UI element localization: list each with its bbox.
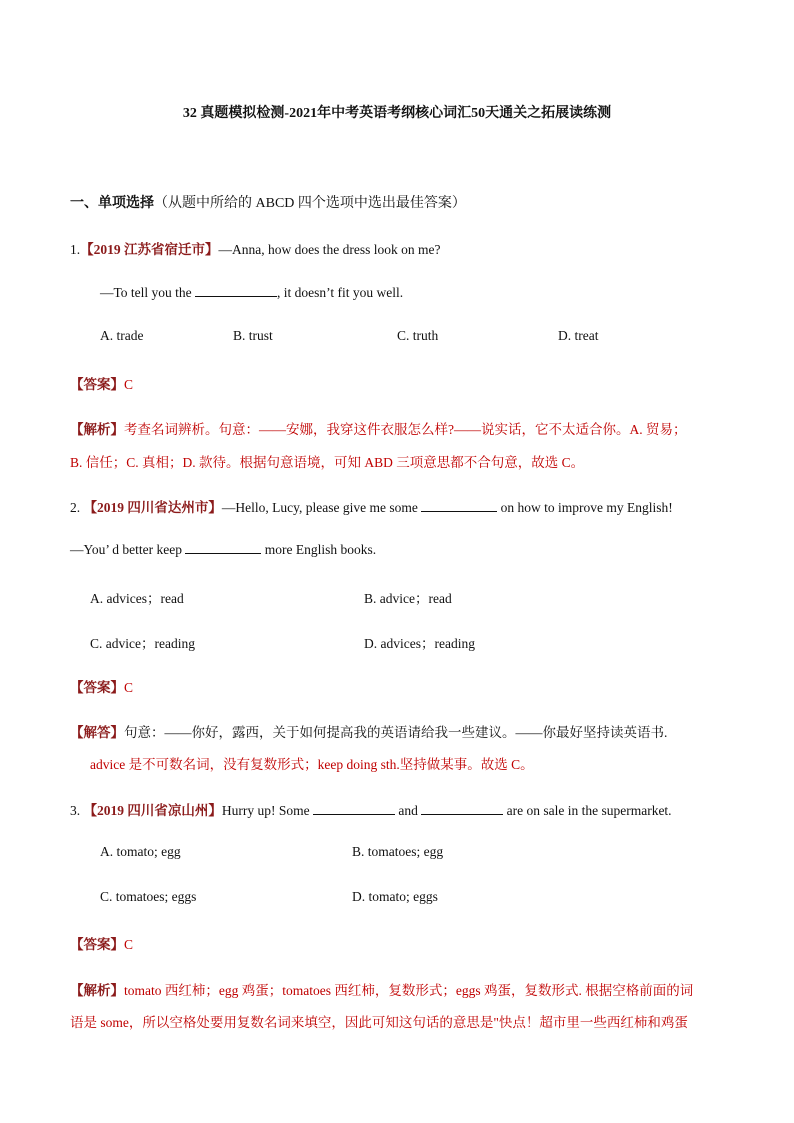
question-1-reply	[100, 284, 403, 301]
analysis-line-1	[70, 418, 687, 438]
option-d: D. advices；reading	[364, 636, 475, 651]
question-text-mid: and	[398, 803, 418, 818]
analysis-text: 句意：——你好，露西，关于如何提高我的英语请给我一些建议。——你最好坚持读英语书.	[124, 725, 668, 740]
answer-label: 【答案】	[70, 377, 124, 392]
answer-line	[70, 676, 133, 696]
reply-text-end: more English books.	[264, 542, 377, 557]
section-heading	[70, 192, 466, 212]
answer-blank[interactable]	[313, 802, 395, 815]
answer-label: 【答案】	[70, 937, 124, 952]
analysis-text: tomato 西红柿；egg 鸡蛋；tomatoes 西红柿，复数形式；eggs 鸡蛋，复数形式. 根据空格前面的词	[124, 983, 694, 998]
answer-value: C	[124, 377, 134, 392]
analysis-line-2: advice 是不可数名词，没有复数形式；keep doing sth.坚持做某事。故选 C。	[90, 757, 534, 772]
document-title: 32 真题模拟检测-2021年中考英语考纲核心词汇50天通关之拓展读练测	[182, 106, 612, 121]
option-b: B. tomatoes; egg	[352, 844, 444, 859]
section-title: 一、单项选择	[70, 196, 154, 211]
answer-blank[interactable]	[421, 499, 497, 512]
question-text: —Hello, Lucy, please give me some	[221, 500, 418, 515]
section-note: （从题中所给的 ABCD 四个选项中选出最佳答案）	[154, 196, 466, 211]
analysis-line-2: B. 信任；C. 真相；D. 款待。根据句意语境，可知 ABD 三项意思都不合句意，故选 C。	[70, 455, 585, 470]
analysis-label: 【解析】	[70, 422, 124, 437]
option-a: A. trade	[100, 328, 144, 343]
answer-line	[70, 933, 133, 953]
question-1-stem	[70, 238, 440, 258]
reply-text: —To tell you the	[100, 285, 192, 300]
analysis-text: 考查名词辨析。句意：——安娜，我穿这件衣服怎么样?——说实话，它不太适合你。A. 贸易；	[124, 422, 687, 437]
analysis-line-1	[70, 721, 667, 741]
answer-value: C	[124, 680, 134, 695]
question-2-reply	[70, 541, 376, 558]
question-text: —Anna, how does the dress look on me?	[218, 242, 441, 257]
question-number: 3.	[70, 803, 81, 818]
option-b: B. advice；read	[364, 591, 452, 606]
answer-blank[interactable]	[195, 284, 277, 297]
option-c: C. advice；reading	[90, 636, 195, 651]
answer-label: 【答案】	[70, 680, 124, 695]
question-3-stem	[70, 799, 672, 819]
analysis-line-1	[70, 979, 693, 999]
option-d: D. treat	[558, 328, 599, 343]
question-text: Hurry up! Some	[221, 803, 310, 818]
analysis-label: 【解答】	[70, 725, 124, 740]
reply-text: —You’ d better keep	[70, 542, 182, 557]
answer-line	[70, 373, 133, 393]
option-c: C. tomatoes; eggs	[100, 889, 197, 904]
answer-value: C	[124, 937, 134, 952]
question-text-end: on how to improve my English!	[500, 500, 673, 515]
question-source: 【2019 江苏省宿迁市】	[80, 242, 219, 257]
reply-text-end: , it doesn’t fit you well.	[277, 285, 404, 300]
question-source: 【2019 四川省凉山州】	[83, 803, 222, 818]
analysis-label: 【解析】	[70, 983, 124, 998]
question-source: 【2019 四川省达州市】	[83, 500, 222, 515]
option-a: A. advices；read	[90, 591, 184, 606]
analysis-line-2: 语是 some，所以空格处要用复数名词来填空，因此可知这句话的意思是"快点！超市里一些西红柿和鸡蛋	[70, 1015, 688, 1030]
question-number: 2.	[70, 500, 81, 515]
option-d: D. tomato; eggs	[352, 889, 438, 904]
option-c: C. truth	[397, 328, 439, 343]
question-text-end: are on sale in the supermarket.	[506, 803, 672, 818]
question-2-stem	[70, 496, 673, 516]
option-a: A. tomato; egg	[100, 844, 181, 859]
question-number: 1.	[70, 242, 81, 257]
answer-blank[interactable]	[421, 802, 503, 815]
answer-blank[interactable]	[185, 541, 261, 554]
option-b: B. trust	[233, 328, 273, 343]
